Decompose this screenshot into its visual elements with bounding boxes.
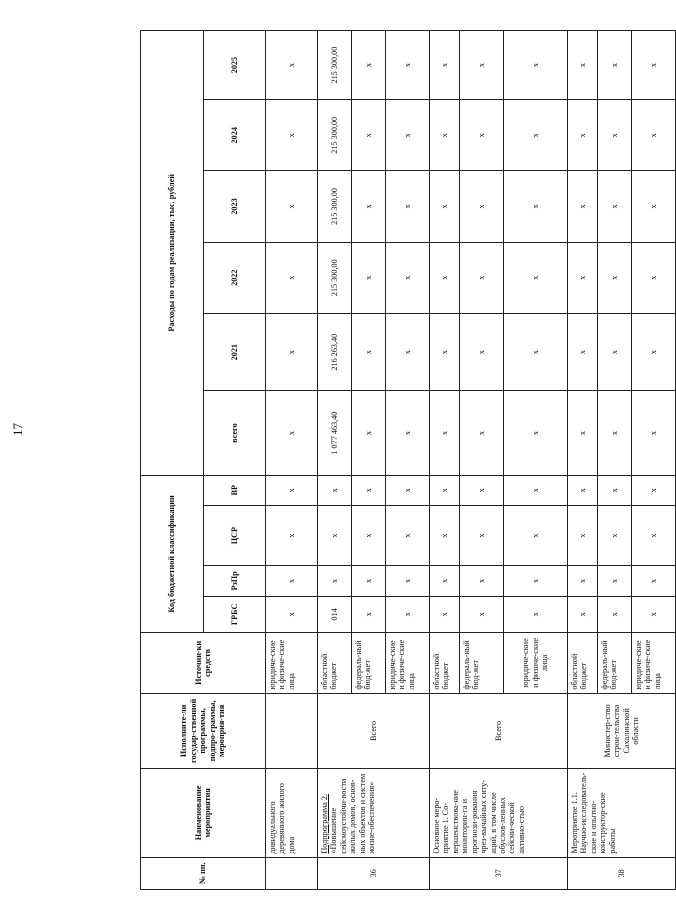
header-2021: 2021: [203, 313, 266, 391]
value-cell: х: [266, 171, 318, 242]
value-cell: х: [352, 242, 386, 313]
value-cell: х: [430, 242, 460, 313]
value-cell: х: [460, 242, 504, 313]
value-cell: х: [568, 596, 598, 633]
value-cell: 1 077 463,40: [318, 391, 352, 475]
row-num-cell: 36: [318, 857, 430, 889]
value-cell: х: [266, 100, 318, 171]
row-num-cell: 38: [568, 857, 676, 889]
subprogram-title: Подпрограмма 2.: [320, 793, 329, 854]
value-cell: х: [632, 596, 676, 633]
value-cell: х: [352, 596, 386, 633]
value-cell: х: [266, 391, 318, 475]
value-cell: х: [598, 475, 632, 505]
value-cell: х: [430, 475, 460, 505]
value-cell: х: [430, 313, 460, 391]
value-cell: 216 263,40: [318, 313, 352, 391]
value-cell: х: [632, 505, 676, 565]
header-vr: ВР: [203, 475, 266, 505]
row-num-cell: 37: [430, 857, 568, 889]
value-cell: х: [568, 566, 598, 596]
row-source-cell: областной бюджет: [568, 633, 598, 693]
value-cell: х: [504, 566, 568, 596]
value-cell: х: [632, 31, 676, 100]
value-cell: х: [318, 475, 352, 505]
row-executor-cell: [266, 693, 318, 769]
value-cell: х: [352, 505, 386, 565]
row-name-cell: [318, 769, 430, 857]
value-cell: х: [598, 100, 632, 171]
value-cell: х: [386, 171, 430, 242]
header-name: Наименование мероприятия: [141, 769, 266, 857]
header-csr: ЦСР: [203, 505, 266, 565]
table-row: [266, 31, 318, 890]
value-cell: х: [266, 596, 318, 633]
value-cell: х: [568, 31, 598, 100]
value-cell: х: [352, 566, 386, 596]
value-cell: х: [460, 391, 504, 475]
row-num-cell: [266, 857, 318, 889]
row-executor-cell: Всего: [430, 693, 568, 769]
header-executor: Исполните-ли государ-ственной программы, подпро-граммы, мероприя-тия: [141, 693, 266, 769]
value-cell: х: [632, 566, 676, 596]
value-cell: 215 300,00: [318, 242, 352, 313]
value-cell: х: [568, 505, 598, 565]
value-cell: х: [504, 596, 568, 633]
value-cell: х: [460, 100, 504, 171]
value-cell: х: [266, 475, 318, 505]
row-source-cell: федераль-ный бюд-жет: [352, 633, 386, 693]
value-cell: х: [568, 475, 598, 505]
page-number: 17: [10, 423, 25, 436]
value-cell: х: [430, 391, 460, 475]
value-cell: х: [598, 596, 632, 633]
table-row: [318, 31, 352, 890]
value-cell: х: [352, 475, 386, 505]
value-cell: х: [504, 171, 568, 242]
header-2023: 2023: [203, 171, 266, 242]
value-cell: х: [460, 596, 504, 633]
row-name-cell: Основное меро-приятие 1. Со-вершенствова-ние мониторин-га и прогнози-рования чрез-вычайных ситу-аций, в том числе обуслов-ленных сейсми-ческой активно-стью: [430, 769, 568, 857]
header-num: № пп.: [141, 857, 266, 889]
value-cell: х: [386, 100, 430, 171]
value-cell: 014: [318, 596, 352, 633]
value-cell: х: [266, 242, 318, 313]
row-source-cell: юридиче-ские и физиче-ские лица: [386, 633, 430, 693]
row-source-cell: федераль-ный бюд-жет: [598, 633, 632, 693]
row-source-cell: юридиче-ские и физиче-ские лица: [504, 633, 568, 693]
header-2024: 2024: [203, 100, 266, 171]
value-cell: х: [266, 566, 318, 596]
value-cell: х: [266, 313, 318, 391]
rotated-table-wrapper: [140, 30, 662, 890]
value-cell: х: [504, 100, 568, 171]
value-cell: х: [266, 505, 318, 565]
value-cell: х: [504, 475, 568, 505]
value-cell: х: [430, 100, 460, 171]
value-cell: х: [386, 313, 430, 391]
value-cell: х: [460, 31, 504, 100]
value-cell: х: [568, 242, 598, 313]
value-cell: х: [632, 313, 676, 391]
value-cell: х: [460, 171, 504, 242]
row-source-cell: юридиче-ские и физиче-ские лица: [632, 633, 676, 693]
value-cell: х: [460, 505, 504, 565]
value-cell: х: [430, 171, 460, 242]
value-cell: х: [460, 566, 504, 596]
value-cell: х: [598, 391, 632, 475]
value-cell: х: [598, 505, 632, 565]
value-cell: х: [352, 171, 386, 242]
row-name-cell: дивидуального деревянного жилого дома: [266, 769, 318, 857]
value-cell: х: [318, 566, 352, 596]
value-cell: х: [460, 475, 504, 505]
value-cell: х: [430, 566, 460, 596]
row-source-cell: областной бюджет: [318, 633, 352, 693]
value-cell: х: [598, 313, 632, 391]
value-cell: х: [318, 505, 352, 565]
header-total: всего: [203, 391, 266, 475]
value-cell: х: [430, 31, 460, 100]
value-cell: х: [504, 505, 568, 565]
value-cell: х: [352, 100, 386, 171]
table-row: [430, 31, 460, 890]
value-cell: х: [352, 391, 386, 475]
header-row-1: [141, 31, 204, 890]
value-cell: х: [568, 391, 598, 475]
value-cell: х: [460, 313, 504, 391]
value-cell: х: [386, 242, 430, 313]
subprogram-name: «Повышение сейсмоустойчи-вости жилых домов, основ-ных объектов и систем жизне-обеспечения»: [329, 773, 377, 854]
value-cell: х: [632, 100, 676, 171]
header-expenses: Расходы по годам реализации, тыс. рублей: [141, 31, 204, 476]
value-cell: х: [632, 171, 676, 242]
value-cell: х: [504, 31, 568, 100]
value-cell: х: [598, 31, 632, 100]
value-cell: х: [386, 31, 430, 100]
header-budget-code: Код бюджетной классификации: [141, 475, 204, 633]
value-cell: х: [632, 391, 676, 475]
value-cell: х: [598, 171, 632, 242]
row-executor-cell: Всего: [318, 693, 430, 769]
value-cell: х: [352, 313, 386, 391]
row-source-cell: федераль-ный бюд-жет: [460, 633, 504, 693]
header-2025: 2025: [203, 31, 266, 100]
table-row: [568, 31, 598, 890]
value-cell: х: [504, 242, 568, 313]
value-cell: 215 300,00: [318, 31, 352, 100]
value-cell: х: [386, 391, 430, 475]
value-cell: х: [504, 391, 568, 475]
value-cell: 215 300,00: [318, 100, 352, 171]
row-source-cell: юридиче-ские и физиче-ские лица: [266, 633, 318, 693]
value-cell: х: [598, 566, 632, 596]
value-cell: х: [386, 505, 430, 565]
value-cell: х: [568, 313, 598, 391]
value-cell: х: [386, 596, 430, 633]
value-cell: х: [632, 242, 676, 313]
expenses-table: [140, 30, 676, 890]
value-cell: х: [266, 31, 318, 100]
value-cell: х: [430, 505, 460, 565]
row-executor-cell: Министер-ство строи-тельства Сахалинской области: [568, 693, 676, 769]
value-cell: х: [386, 475, 430, 505]
value-cell: х: [568, 171, 598, 242]
value-cell: х: [568, 100, 598, 171]
value-cell: 215 300,00: [318, 171, 352, 242]
value-cell: х: [352, 31, 386, 100]
header-2022: 2022: [203, 242, 266, 313]
header-rzpr: РзПр: [203, 566, 266, 596]
value-cell: х: [632, 475, 676, 505]
value-cell: х: [430, 596, 460, 633]
header-grbs: ГРБС: [203, 596, 266, 633]
value-cell: х: [504, 313, 568, 391]
row-source-cell: областной бюджет: [430, 633, 460, 693]
value-cell: х: [386, 566, 430, 596]
row-name-cell: Мероприятие 1.1. Научно-исследователь-ские и опытно-конструктор-ские работы: [568, 769, 676, 857]
value-cell: х: [598, 242, 632, 313]
header-source: Источни-ки средств: [141, 633, 266, 693]
